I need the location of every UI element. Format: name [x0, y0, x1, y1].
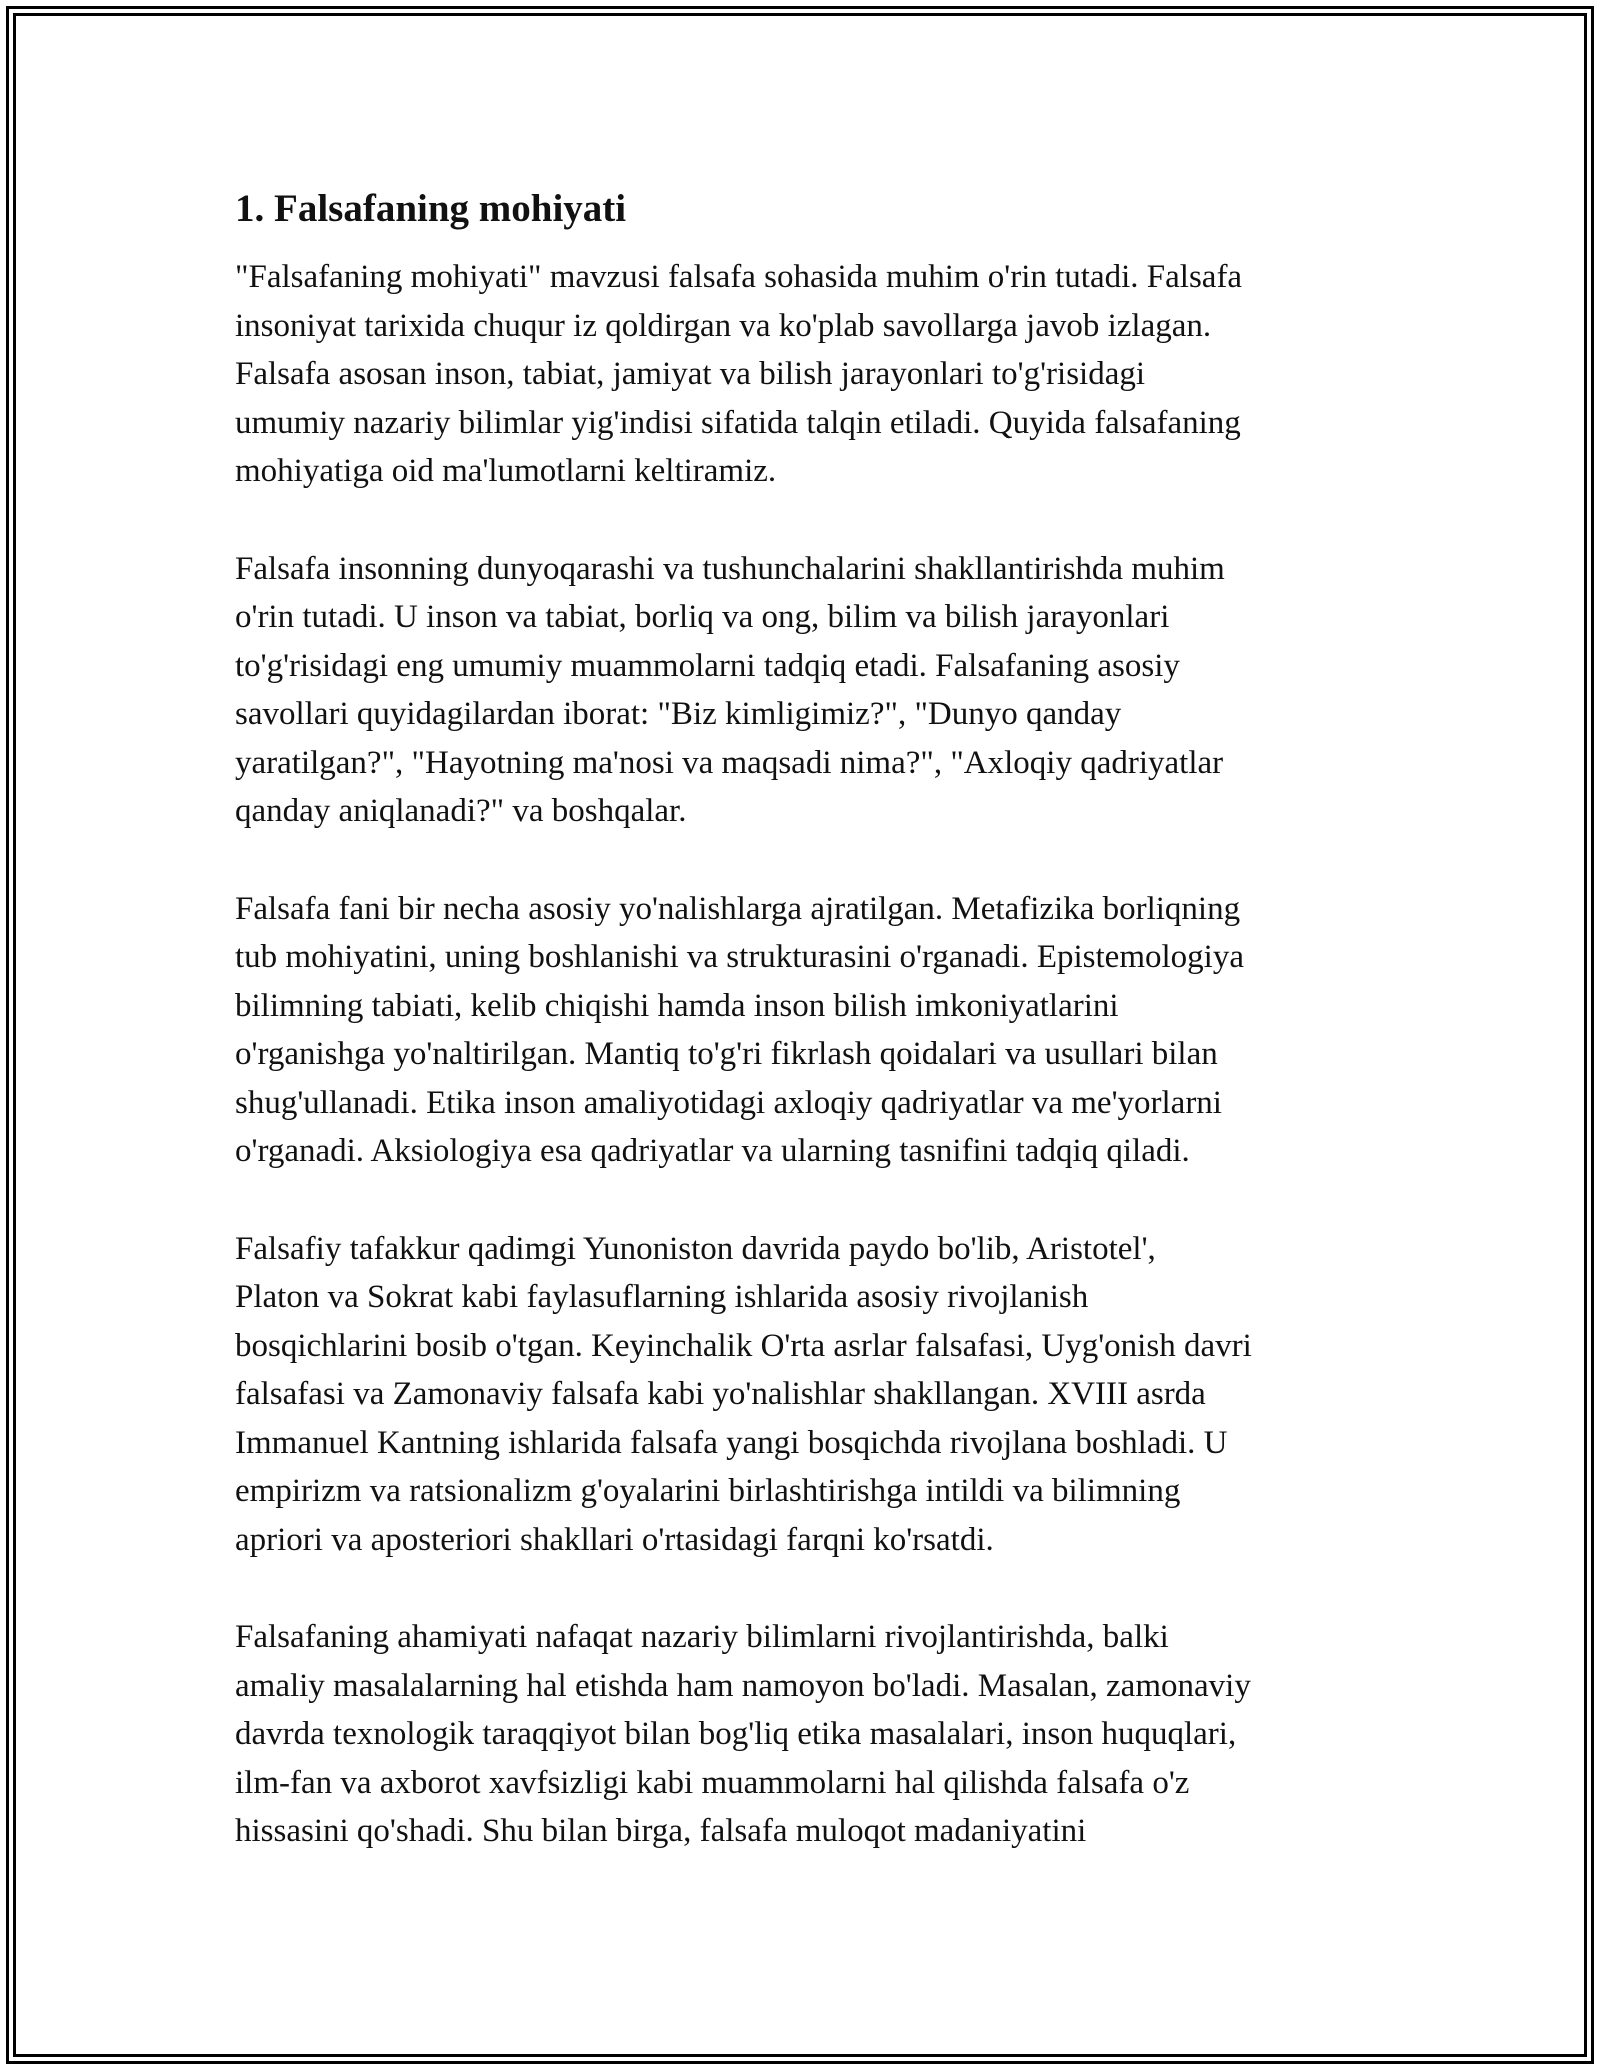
paragraph-line: Falsafiy tafakkur qadimgi Yunoniston davrida paydo bo'lib, Aristotel', — [235, 1230, 1156, 1267]
paragraph-line: tub mohiyatini, uning boshlanishi va strukturasini o'rganadi. Epistemologiya — [235, 939, 1244, 975]
paragraph-line: Falsafaning ahamiyati nafaqat nazariy bilimlarni rivojlantirishda, balki — [235, 1619, 1169, 1655]
paragraph-line: bilimning tabiati, kelib chiqishi hamda inson bilish imkoniyatlarini — [235, 987, 1119, 1024]
paragraph-line: o'rganishga yo'naltirilgan. Mantiq to'g'ri fikrlash qoidalari va usullari bilan — [235, 1036, 1218, 1072]
body-paragraph — [235, 545, 1375, 836]
body-paragraph — [235, 1225, 1375, 1565]
paragraph-line: davrda texnologik taraqqiyot bilan bog'liq etika masalalari, inson huquqlari, — [235, 1716, 1237, 1752]
document-title: 1. Falsafaning mohiyati — [235, 187, 627, 230]
body-paragraph — [235, 1613, 1375, 1856]
paragraph-line: Falsafa asosan inson, tabiat, jamiyat va bilish jarayonlari to'g'risidagi — [235, 356, 1146, 392]
paragraph-line: Immanuel Kantning ishlarida falsafa yangi bosqichda rivojlana boshladi. U — [235, 1424, 1228, 1461]
paragraph-line: apriori va aposteriori shakllari o'rtasidagi farqni ko'rsatdi. — [235, 1521, 994, 1558]
body-paragraph — [235, 253, 1375, 496]
paragraph-line: hissasini qo'shadi. Shu bilan birga, falsafa muloqot madaniyatini — [235, 1813, 1087, 1849]
paragraph-line: mohiyatiga oid ma'lumotlarni keltiramiz. — [235, 453, 777, 489]
body-paragraph — [235, 885, 1375, 1176]
paragraph-line: to'g'risidagi eng umumiy muammolarni tadqiq etadi. Falsafaning asosiy — [235, 647, 1180, 684]
paragraph-line: Platon va Sokrat kabi faylasuflarning ishlarida asosiy rivojlanish — [235, 1279, 1089, 1315]
paragraph-line: empirizm va ratsionalizm g'oyalarini birlashtirishga intildi va bilimning — [235, 1473, 1181, 1509]
paragraph-line: savollari quyidagilardan iborat: "Biz kimligimiz?", "Dunyo qanday — [235, 696, 1122, 732]
paragraph-line: yaratilgan?", "Hayotning ma'nosi va maqsadi nima?", "Axloqiy qadriyatlar — [235, 744, 1224, 781]
paragraph-line: bosqichlarini bosib o'tgan. Keyinchalik O'rta asrlar falsafasi, Uyg'onish davri — [235, 1327, 1252, 1364]
paragraph-line: amaliy masalalarning hal etishda ham namoyon bo'ladi. Masalan, zamonaviy — [235, 1667, 1251, 1704]
paragraph-line: "Falsafaning mohiyati" mavzusi falsafa sohasida muhim o'rin tutadi. Falsafa — [235, 259, 1243, 295]
paragraph-line: o'rganadi. Aksiologiya esa qadriyatlar va ularning tasnifini tadqiq qiladi. — [235, 1133, 1190, 1169]
document-body — [235, 185, 1375, 1905]
paragraph-line: umumiy nazariy bilimlar yig'indisi sifatida talqin etiladi. Quyida falsafaning — [235, 404, 1241, 441]
paragraph-line: shug'ullanadi. Etika inson amaliyotidagi axloqiy qadriyatlar va me'yorlarni — [235, 1084, 1222, 1121]
paragraph-line: ilm-fan va axborot xavfsizligi kabi muammolarni hal qilishda falsafa o'z — [235, 1764, 1190, 1801]
paragraph-line: insoniyat tarixida chuqur iz qoldirgan va ko'plab savollarga javob izlagan. — [235, 307, 1212, 344]
paragraph-line: Falsafa fani bir necha asosiy yo'nalishlarga ajratilgan. Metafizika borliqning — [235, 890, 1241, 927]
paragraph-line: o'rin tutadi. U inson va tabiat, borliq va ong, bilim va bilish jarayonlari — [235, 599, 1170, 635]
paragraph-list — [235, 253, 1375, 1856]
paragraph-line: falsafasi va Zamonaviy falsafa kabi yo'nalishlar shakllangan. XVIII asrda — [235, 1376, 1206, 1412]
paragraph-line: qanday aniqlanadi?" va boshqalar. — [235, 793, 687, 829]
paragraph-line: Falsafa insonning dunyoqarashi va tushunchalarini shakllantirishda muhim — [235, 550, 1225, 587]
